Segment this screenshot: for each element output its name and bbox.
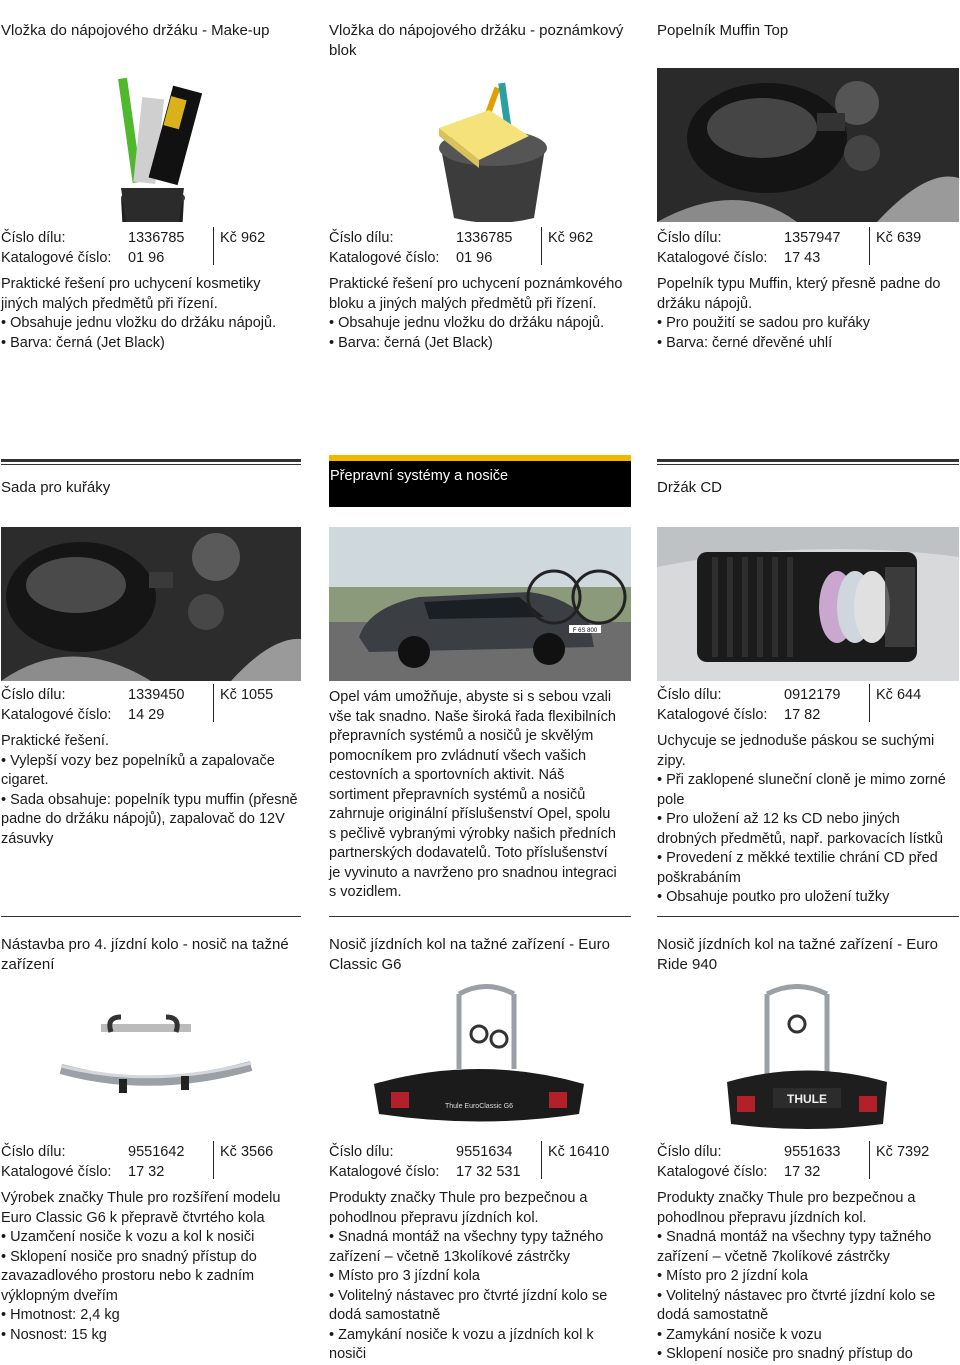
part-no-value: 9551633	[784, 1144, 841, 1160]
part-no-label: Číslo dílu:	[1, 687, 66, 703]
catalog-no-label: Katalogové číslo:	[1, 1164, 112, 1180]
description-bullet: • Nosnost: 15 kg	[1, 1326, 301, 1346]
product-description	[1, 732, 301, 849]
section-divider	[1, 916, 301, 917]
price: Kč 962	[548, 230, 594, 246]
part-no-value: 9551634	[456, 1144, 513, 1160]
section-divider	[657, 916, 959, 917]
divider	[541, 227, 542, 265]
section-divider	[657, 459, 959, 465]
product-description	[329, 1189, 629, 1365]
spec-block	[1, 686, 303, 728]
description-intro: Výrobek značky Thule pro rozšíření modelu Euro Classic G6 k přepravě čtvrtého kola	[1, 1190, 281, 1226]
price: Kč 962	[220, 230, 266, 246]
part-no-label: Číslo dílu:	[657, 687, 722, 703]
price: Kč 1055	[220, 687, 274, 703]
description-bullet: • Hmotnost: 2,4 kg	[1, 1306, 301, 1326]
spec-block	[657, 686, 959, 728]
divider	[213, 1141, 214, 1179]
spec-block	[1, 229, 303, 271]
product-title: Popelník Muffin Top	[657, 22, 789, 39]
product-title: Vložka do nápojového držáku - Make-up	[1, 22, 270, 39]
section-banner	[329, 455, 631, 507]
catalog-no-label: Katalogové číslo:	[329, 1164, 440, 1180]
description-intro: Produkty značky Thule pro bezpečnou a pohodlnou přepravu jízdních kol.	[657, 1190, 916, 1226]
catalog-no-value: 01 96	[128, 250, 165, 266]
description-bullet: • Zamykání nosiče k vozu	[657, 1326, 957, 1346]
catalog-no-label: Katalogové číslo:	[657, 250, 768, 266]
description-bullet: • Barva: černá (Jet Black)	[329, 334, 629, 354]
description-bullet: • Vylepší vozy bez popelníků a zapalovače cigaret.	[1, 752, 301, 791]
product-title: Vložka do nápojového držáku - poznámkový blok	[329, 22, 624, 59]
product-photo-smoker-set	[1, 527, 301, 681]
part-no-label: Číslo dílu:	[657, 1144, 722, 1160]
catalog-no-label: Katalogové číslo:	[657, 1164, 768, 1180]
product-photo-notepad-insert	[329, 68, 631, 222]
product-photo-ashtray	[657, 68, 959, 222]
part-no-value: 0912179	[784, 687, 841, 703]
price: Kč 7392	[876, 1144, 930, 1160]
description-intro: Uchycuje se jednoduše páskou se suchými zipy.	[657, 733, 935, 769]
spec-block	[329, 1143, 631, 1185]
price: Kč 644	[876, 687, 922, 703]
description-bullet: • Obsahuje poutko pro uložení tužky	[657, 888, 957, 908]
banner-text	[329, 688, 619, 903]
product-description	[1, 275, 301, 353]
product-photo-euro-classic-g6	[329, 984, 631, 1138]
product-photo-makeup-insert	[1, 68, 301, 222]
product-photo-fourth-bike-adapter	[1, 984, 301, 1138]
price: Kč 639	[876, 230, 922, 246]
divider	[213, 684, 214, 722]
description-bullet: • Pro použití se sadou pro kuřáky	[657, 314, 957, 334]
product-description	[1, 1189, 301, 1345]
description-bullet: • Sada obsahuje: popelník typu muffin (přesně padne do držáku nápojů), zapalovač do 12V zásuvky	[1, 791, 301, 850]
description-intro: Praktické řešení pro uchycení kosmetiky jiných malých předmětů při řízení.	[1, 276, 261, 312]
product-photo-cd-holder	[657, 527, 959, 681]
banner-paragraph: Opel vám umožňuje, abyste si s sebou vzali vše tak snadno. Naše široká řada flexibilních přepravních systémů a nosičů je skvělým pomocníkem pro zvládnutí všech vašich cestovních a sportovních aktivit. Náš sortiment přepravních systémů a nosičů zahrnuje originální příslušenství Opel, spolu s pečlivě vybranými výrobky našich předních partnerských dodavatelů. Toto příslušenství je vyvinuto a navrženo pro snadnou integraci s vozidlem.	[329, 689, 617, 900]
divider	[869, 1141, 870, 1179]
description-bullet: • Barva: černé dřevěné uhlí	[657, 334, 957, 354]
description-bullet: • Obsahuje jednu vložku do držáku nápojů.	[329, 314, 629, 334]
part-no-value: 1336785	[456, 230, 513, 246]
description-bullet: • Snadná montáž na všechny typy tažného zařízení – včetně 7kolíkové zástrčky	[657, 1228, 957, 1267]
part-no-label: Číslo dílu:	[1, 1144, 66, 1160]
description-bullet: • Sklopení nosiče pro snadný přístup do	[657, 1345, 957, 1365]
part-no-label: Číslo dílu:	[329, 230, 394, 246]
divider	[869, 227, 870, 265]
catalog-no-label: Katalogové číslo:	[329, 250, 440, 266]
description-bullet: • Volitelný nástavec pro čtvrté jízdní kolo se dodá samostatně	[329, 1287, 629, 1326]
spec-block	[1, 1143, 303, 1185]
thule-logo: THULE	[787, 1092, 827, 1106]
description-bullet: • Místo pro 2 jízdní kola	[657, 1267, 957, 1287]
description-bullet: • Barva: černá (Jet Black)	[1, 334, 301, 354]
product-photo-euro-ride-940	[657, 984, 959, 1138]
banner-title: Přepravní systémy a nosiče	[330, 468, 509, 484]
part-no-label: Číslo dílu:	[657, 230, 722, 246]
divider	[213, 227, 214, 265]
product-description	[657, 732, 957, 908]
catalog-no-value: 17 43	[784, 250, 821, 266]
catalog-no-label: Katalogové číslo:	[1, 250, 112, 266]
description-bullet: • Při zaklopené sluneční cloně je mimo zorné pole	[657, 771, 957, 810]
catalog-no-label: Katalogové číslo:	[1, 707, 112, 723]
description-bullet: • Provedení z měkké textilie chrání CD před poškrabáním	[657, 849, 957, 888]
description-bullet: • Obsahuje jednu vložku do držáku nápojů.	[1, 314, 301, 334]
part-no-value: 1339450	[128, 687, 185, 703]
part-no-value: 9551642	[128, 1144, 185, 1160]
description-intro: Praktické řešení pro uchycení poznámkového bloku a jiných malých předmětů při řízení.	[329, 276, 623, 312]
price: Kč 3566	[220, 1144, 274, 1160]
catalog-no-value: 01 96	[456, 250, 493, 266]
product-sticker: Thule EuroClassic G6	[444, 1103, 514, 1110]
catalog-no-label: Katalogové číslo:	[657, 707, 768, 723]
description-bullet: • Pro uložení až 12 ks CD nebo jiných drobných předmětů, např. parkovacích lístků	[657, 810, 957, 849]
product-description	[657, 275, 957, 353]
description-bullet: • Uzamčení nosiče k vozu a kol k nosiči	[1, 1228, 301, 1248]
section-divider	[329, 916, 631, 917]
product-description	[329, 275, 629, 353]
description-bullet: • Sklopení nosiče pro snadný přístup do zavazadlového prostoru nebo k zadním výklopným dveřím	[1, 1248, 301, 1307]
part-no-value: 1336785	[128, 230, 185, 246]
product-title: Držák CD	[657, 479, 723, 496]
divider	[869, 684, 870, 722]
part-no-label: Číslo dílu:	[329, 1144, 394, 1160]
banner-photo-car-bike-rack	[329, 527, 631, 681]
description-bullet: • Snadná montáž na všechny typy tažného zařízení – včetně 13kolíkové zástrčky	[329, 1228, 629, 1267]
catalog-no-value: 17 32 531	[456, 1164, 521, 1180]
description-bullet: • Místo pro 3 jízdní kola	[329, 1267, 629, 1287]
description-bullet: • Zamykání nosiče k vozu a jízdních kol k nosiči	[329, 1326, 629, 1365]
price: Kč 16410	[548, 1144, 610, 1160]
spec-block	[657, 1143, 959, 1185]
catalog-no-value: 14 29	[128, 707, 165, 723]
product-title: Sada pro kuřáky	[1, 479, 111, 496]
part-no-label: Číslo dílu:	[1, 230, 66, 246]
catalog-no-value: 17 82	[784, 707, 821, 723]
product-title: Nástavba pro 4. jízdní kolo - nosič na tažné zařízení	[1, 936, 289, 973]
description-intro: Produkty značky Thule pro bezpečnou a pohodlnou přepravu jízdních kol.	[329, 1190, 588, 1226]
spec-block	[657, 229, 959, 271]
description-bullet: • Volitelný nástavec pro čtvrté jízdní kolo se dodá samostatně	[657, 1287, 957, 1326]
divider	[541, 1141, 542, 1179]
product-description	[657, 1189, 957, 1365]
catalog-no-value: 17 32	[128, 1164, 165, 1180]
product-title: Nosič jízdních kol na tažné zařízení - Euro Classic G6	[329, 936, 610, 973]
catalog-no-value: 17 32	[784, 1164, 821, 1180]
section-divider	[1, 459, 301, 465]
description-intro: Popelník typu Muffin, který přesně padne do držáku nápojů.	[657, 276, 941, 312]
description-intro: Praktické řešení.	[1, 733, 109, 749]
license-plate: F 6S 800	[572, 628, 598, 634]
spec-block	[329, 229, 631, 271]
product-title: Nosič jízdních kol na tažné zařízení - Euro Ride 940	[657, 936, 938, 973]
part-no-value: 1357947	[784, 230, 841, 246]
